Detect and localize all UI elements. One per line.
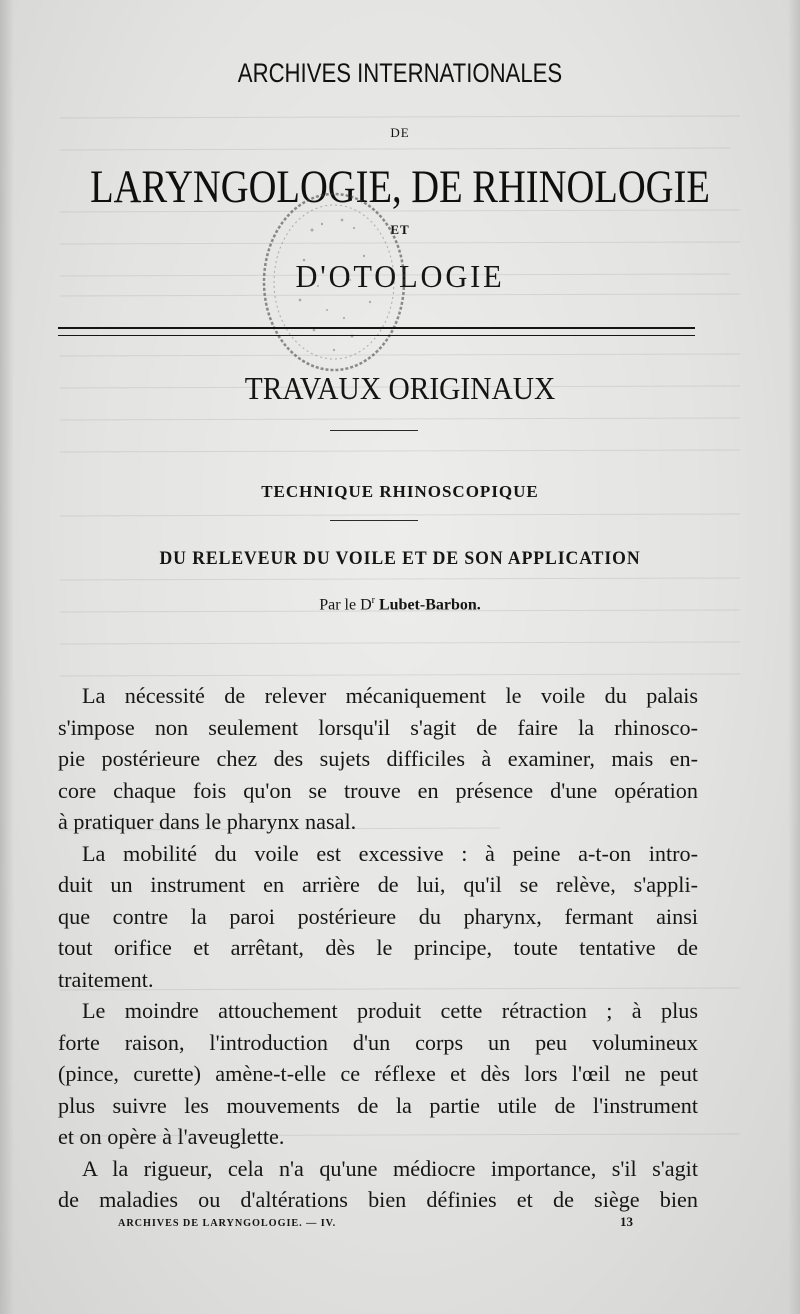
body-line: forte raison, l'introduction d'un corps un peu volumineux [58,1029,698,1055]
body-paragraph [58,995,698,1153]
journal-title-line3: D'OTOLOGIE [295,258,505,294]
body-line: et on opère à l'aveuglette. [58,1124,285,1149]
body-paragraph [58,680,698,838]
section-title: TRAVAUX ORIGINAUX [244,370,556,406]
body-line: tout orifice et arrêtant, dès le principe, toute tentative de [58,935,698,960]
journal-title-line1: ARCHIVES INTERNATIONALES [237,58,563,88]
journal-title-connector-de: DE [390,125,410,140]
body-line: duit un instrument en arrière de lui, qu'il se relève, s'appli- [58,872,698,897]
subsection-title: TECHNIQUE RHINOSCOPIQUE [261,482,539,501]
body-paragraph [58,1153,698,1216]
body-line: (pince, curette) amène-t-elle ce réflexe et dès lors l'œil ne peut [58,1061,698,1086]
body-line: de maladies ou d'altérations bien définies et de siège bien [58,1187,698,1212]
header-double-rule-top [58,327,695,329]
header-double-rule-bottom [58,335,695,336]
body-line: La mobilité du voile est excessive : à peine a-t-on intro- [82,840,698,866]
byline-prefix: Par le D [319,596,372,614]
body-line: A la rigueur, cela n'a qu'une médiocre importance, s'il s'agit [82,1155,698,1181]
byline [0,595,800,614]
article-title: DU RELEVEUR DU VOILE ET DE SON APPLICATION [159,548,641,569]
library-stamp [252,190,412,375]
body-line: s'impose non seulement lorsqu'il s'agit de faire la rhinosco- [58,714,698,740]
body-line: à pratiquer dans le pharynx nasal. [58,809,357,834]
page-edge-shadow-right [788,0,800,1314]
running-footer-title: ARCHIVES DE LARYNGOLOGIE. — IV. [118,1217,337,1229]
subsection-divider [330,520,418,521]
body-line: core chaque fois qu'on se trouve en présence d'une opération [58,777,698,803]
body-line: La nécessité de relever mécaniquement le voile du palais [82,683,698,708]
author-name: Lubet-Barbon. [378,596,481,614]
page-number: 13 [620,1214,633,1229]
byline-superscript: r [371,595,375,606]
body-line: que contre la paroi postérieure du pharynx, fermant ainsi [58,903,698,929]
body-line: plus suivre les mouvements de la partie utile de l'instrument [58,1092,698,1118]
body-line: Le moindre attouchement produit cette rétraction ; à plus [82,998,698,1023]
section-divider [330,430,418,431]
page-edge-shadow-left [0,0,14,1314]
body-line: pie postérieure chez des sujets difficiles à examiner, mais en- [58,746,698,771]
journal-title-line2: LARYNGOLOGIE, DE RHINOLOGIE [90,161,710,213]
body-line: traitement. [58,966,154,992]
body-paragraph [58,838,698,996]
journal-title-connector-et: ET [390,222,410,237]
article-body [58,680,698,1216]
